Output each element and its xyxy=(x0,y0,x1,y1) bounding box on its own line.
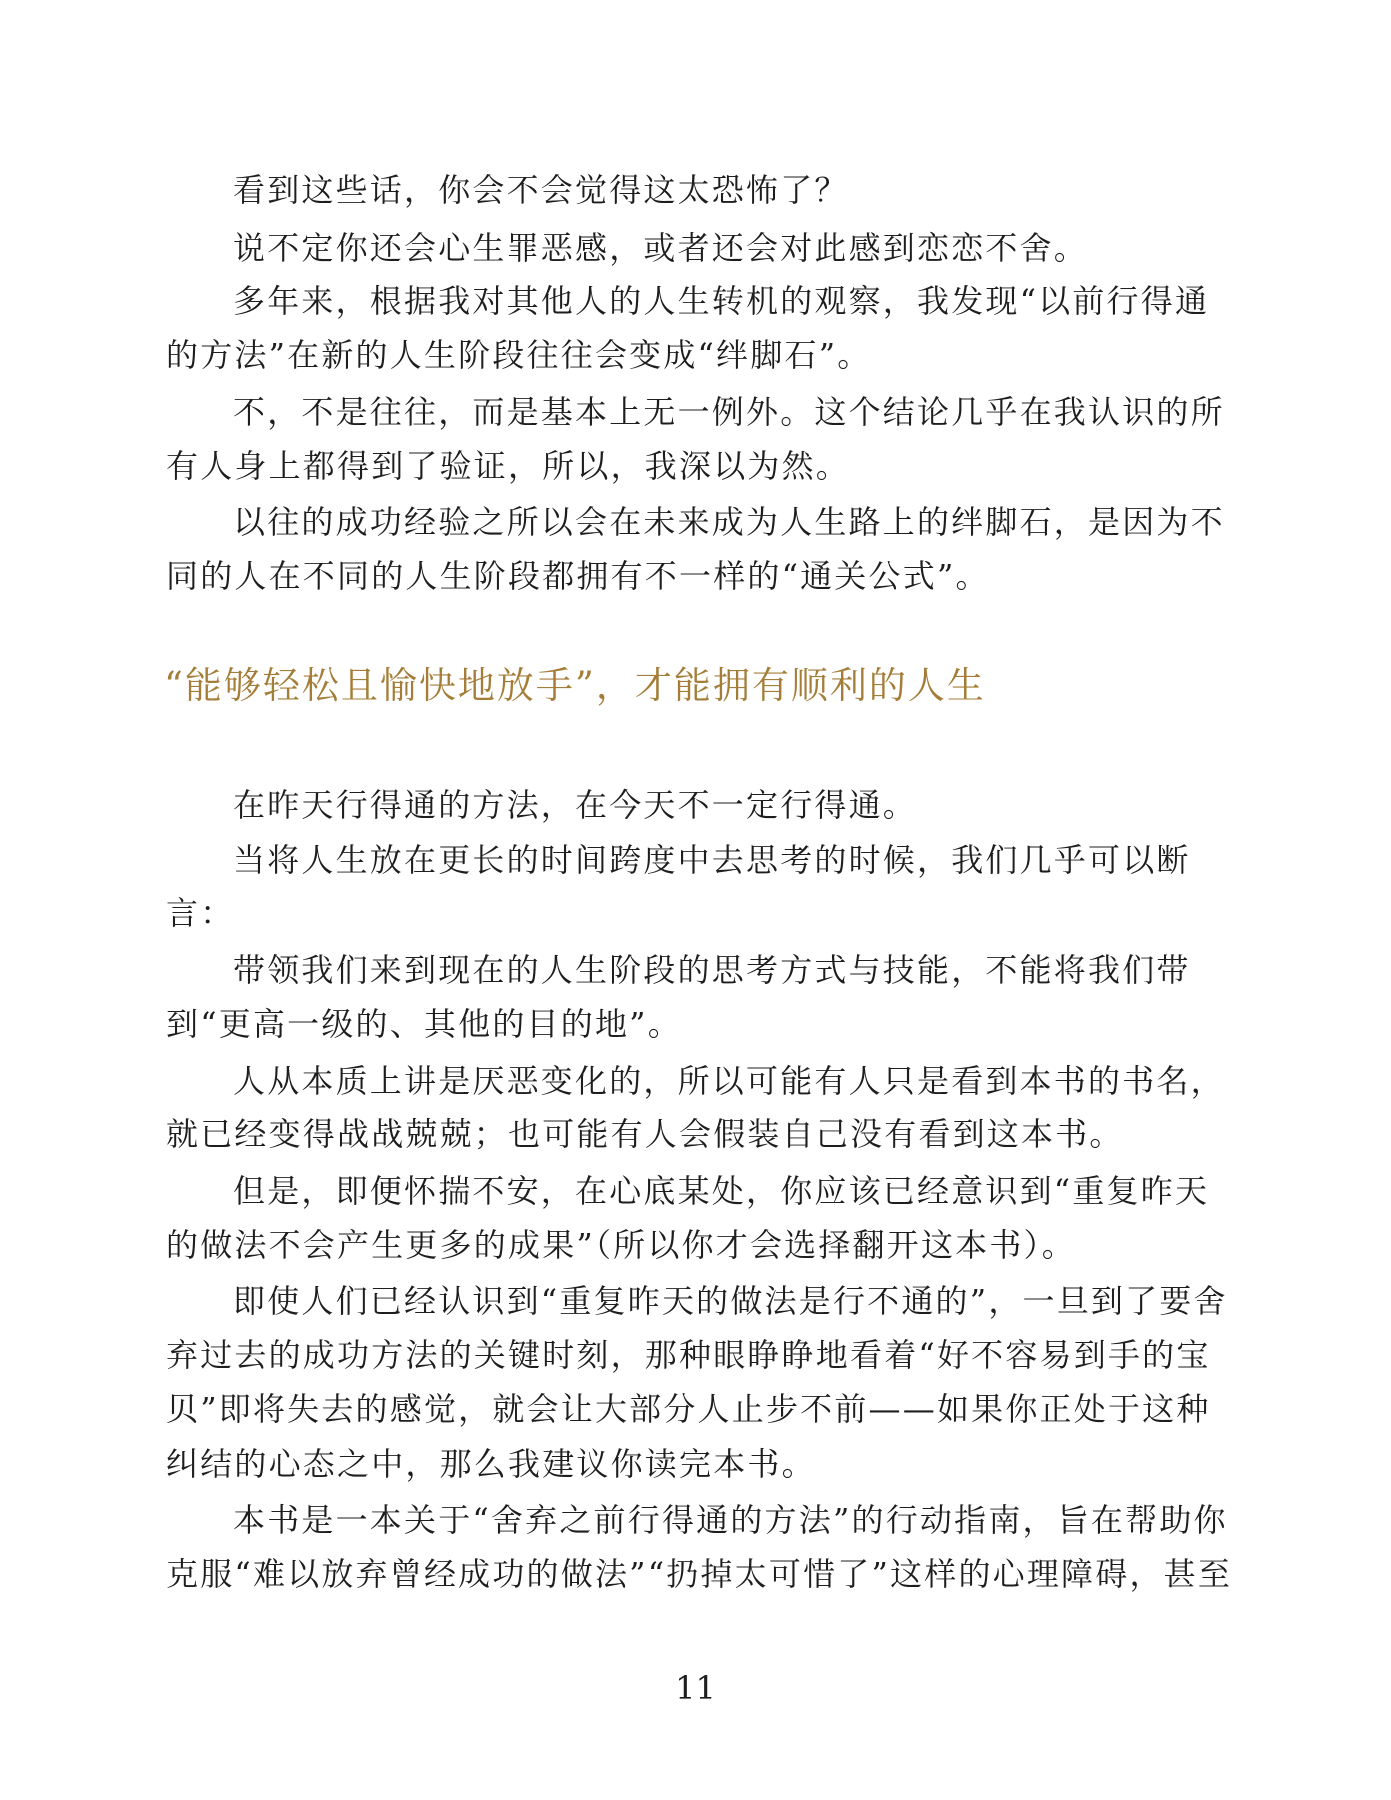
paragraph-line: 看到这些话，你会不会觉得这太恐怖了？ xyxy=(233,171,849,209)
paragraph-line: 到“更高一级的、其他的目的地”。 xyxy=(166,1005,682,1043)
section-heading: “能够轻松且愉快地放手”，才能拥有顺利的人生 xyxy=(164,664,986,707)
paragraph-line: 多年来，根据我对其他人的人生转机的观察，我发现“以前行得通 xyxy=(233,282,1210,320)
paragraph-line: 说不定你还会心生罪恶感，或者还会对此感到恋恋不舍。 xyxy=(233,229,1089,267)
paragraph-line: 有人身上都得到了验证，所以，我深以为然。 xyxy=(166,447,851,485)
paragraph-line: 即使人们已经认识到“重复昨天的做法是行不通的”，一旦到了要舍 xyxy=(233,1282,1228,1320)
paragraph-line: 但是，即便怀揣不安，在心底某处，你应该已经意识到“重复昨天 xyxy=(233,1172,1210,1210)
paragraph-line: 言： xyxy=(166,894,235,932)
paragraph-line: 克服“难以放弃曾经成功的做法”“扔掉太可惜了”这样的心理障碍，甚至 xyxy=(166,1555,1233,1593)
paragraph-line: 弃过去的成功方法的关键时刻，那种眼睁睁地看着“好不容易到手的宝 xyxy=(166,1336,1211,1374)
paragraph-line: 贝”即将失去的感觉，就会让大部分人止步不前——如果你正处于这种 xyxy=(166,1390,1211,1428)
paragraph-line: 纠结的心态之中，那么我建议你读完本书。 xyxy=(166,1445,816,1483)
paragraph-line: 的方法”在新的人生阶段往往会变成“绊脚石”。 xyxy=(166,336,872,374)
paragraph-line: 人从本质上讲是厌恶变化的，所以可能有人只是看到本书的书名， xyxy=(233,1062,1225,1100)
paragraph-line: 就已经变得战战兢兢；也可能有人会假装自己没有看到这本书。 xyxy=(166,1115,1124,1153)
paragraph-line: 带领我们来到现在的人生阶段的思考方式与技能，不能将我们带 xyxy=(233,951,1191,989)
paragraph-line: 本书是一本关于“舍弃之前行得通的方法”的行动指南，旨在帮助你 xyxy=(233,1501,1228,1539)
paragraph-line: 的做法不会产生更多的成果”（所以你才会选择翻开这本书）。 xyxy=(166,1226,1076,1264)
paragraph-line: 当将人生放在更长的时间跨度中去思考的时候，我们几乎可以断 xyxy=(233,841,1191,879)
paragraph-line: 以往的成功经验之所以会在未来成为人生路上的绊脚石，是因为不 xyxy=(233,503,1225,541)
paragraph-line: 同的人在不同的人生阶段都拥有不一样的“通关公式”。 xyxy=(166,557,990,595)
page-number: 11 xyxy=(675,1669,716,1707)
paragraph-line: 不，不是往往，而是基本上无一例外。这个结论几乎在我认识的所 xyxy=(233,393,1225,431)
paragraph-line: 在昨天行得通的方法，在今天不一定行得通。 xyxy=(233,786,918,824)
